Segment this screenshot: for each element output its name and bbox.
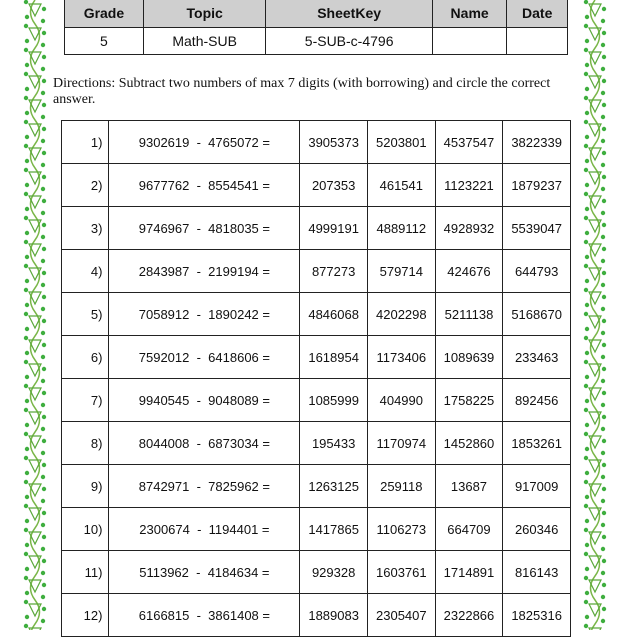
minus-operator: - xyxy=(188,564,208,580)
problem-number: 12) xyxy=(62,594,109,637)
problem-expression xyxy=(109,293,300,336)
subtrahend: 4818035 xyxy=(208,220,259,236)
minus-operator: - xyxy=(189,177,209,193)
minus-operator: - xyxy=(189,349,209,365)
answer-choice[interactable]: 1714891 xyxy=(435,551,503,594)
vine-pattern xyxy=(582,0,608,630)
minus-operator: - xyxy=(189,478,209,494)
equals-sign: = xyxy=(258,564,270,580)
answer-choice[interactable]: 816143 xyxy=(503,551,571,594)
answer-choice[interactable]: 877273 xyxy=(300,250,368,293)
answer-choice[interactable]: 917009 xyxy=(503,465,571,508)
minuend: 8044008 xyxy=(138,435,190,451)
problem-number: 7) xyxy=(62,379,109,422)
name-field[interactable] xyxy=(432,28,507,55)
minuend: 7592012 xyxy=(138,349,190,365)
problem-row xyxy=(62,594,571,637)
answer-choice[interactable]: 13687 xyxy=(435,465,503,508)
problem-row xyxy=(62,422,571,465)
minuend: 7058912 xyxy=(138,306,190,322)
minuend: 9746967 xyxy=(138,220,190,236)
answer-choice[interactable]: 1170974 xyxy=(367,422,435,465)
answer-choice[interactable]: 2305407 xyxy=(367,594,435,637)
answer-choice[interactable]: 5168670 xyxy=(503,293,571,336)
minuend: 9302619 xyxy=(138,134,190,150)
answer-choice[interactable]: 664709 xyxy=(435,508,503,551)
header-row xyxy=(65,0,568,28)
minus-operator: - xyxy=(189,392,209,408)
directions-text: Directions: Subtract two numbers of max 7 digits (with borrowing) and circle the correct answer. xyxy=(53,76,551,107)
answer-choice[interactable]: 1879237 xyxy=(503,164,571,207)
problem-expression xyxy=(109,379,300,422)
answer-choice[interactable]: 644793 xyxy=(503,250,571,293)
equals-sign: = xyxy=(258,435,271,451)
date-field[interactable] xyxy=(507,28,568,55)
answer-choice[interactable]: 404990 xyxy=(367,379,435,422)
answer-choice[interactable]: 1825316 xyxy=(503,594,571,637)
answer-choice[interactable]: 260346 xyxy=(503,508,571,551)
problem-number: 4) xyxy=(62,250,109,293)
topic-value: Math-SUB xyxy=(143,28,266,55)
answer-choice[interactable]: 579714 xyxy=(367,250,435,293)
answer-choice[interactable]: 233463 xyxy=(503,336,571,379)
answer-choice[interactable]: 1417865 xyxy=(300,508,368,551)
problem-expression xyxy=(109,465,300,508)
minus-operator: - xyxy=(189,435,209,451)
grade-value: 5 xyxy=(65,28,144,55)
answer-choice[interactable]: 424676 xyxy=(435,250,503,293)
problem-row xyxy=(62,379,571,422)
subtrahend: 6418606 xyxy=(208,349,259,365)
answer-choice[interactable]: 4537547 xyxy=(435,121,503,164)
equals-sign: = xyxy=(258,263,271,279)
minuend: 9677762 xyxy=(138,177,190,193)
answer-choice[interactable]: 4999191 xyxy=(300,207,368,250)
problem-row xyxy=(62,164,571,207)
minuend: 9940545 xyxy=(138,392,190,408)
vine-pattern xyxy=(22,0,48,630)
sheetkey-column-header: SheetKey xyxy=(266,0,432,28)
problem-row xyxy=(62,207,571,250)
equals-sign: = xyxy=(258,134,271,150)
answer-choice[interactable]: 1603761 xyxy=(367,551,435,594)
subtrahend: 1194401 xyxy=(208,521,259,537)
answer-choice[interactable]: 1853261 xyxy=(503,422,571,465)
problem-row xyxy=(62,293,571,336)
answer-choice[interactable]: 1889083 xyxy=(300,594,368,637)
answer-choice[interactable]: 4889112 xyxy=(367,207,435,250)
problem-row xyxy=(62,250,571,293)
problem-number: 11) xyxy=(62,551,109,594)
equals-sign: = xyxy=(258,478,271,494)
answer-choice[interactable]: 5211138 xyxy=(435,293,503,336)
problem-expression xyxy=(109,207,300,250)
problem-number: 1) xyxy=(62,121,109,164)
date-column-header: Date xyxy=(507,0,568,28)
equals-sign: = xyxy=(258,607,271,623)
minus-operator: - xyxy=(189,263,209,279)
subtrahend: 3861408 xyxy=(208,607,259,623)
name-column-header: Name xyxy=(432,0,507,28)
answer-choice[interactable]: 5203801 xyxy=(367,121,435,164)
minuend: 2843987 xyxy=(138,263,190,279)
problem-number: 6) xyxy=(62,336,109,379)
answer-choice[interactable]: 4202298 xyxy=(367,293,435,336)
minus-operator: - xyxy=(189,134,209,150)
equals-sign: = xyxy=(258,521,270,537)
topic-column-header: Topic xyxy=(143,0,266,28)
answer-choice[interactable]: 1263125 xyxy=(300,465,368,508)
answer-choice[interactable]: 1123221 xyxy=(435,164,503,207)
problem-number: 3) xyxy=(62,207,109,250)
answer-choice[interactable]: 929328 xyxy=(300,551,368,594)
problem-expression xyxy=(109,422,300,465)
answer-choice[interactable]: 1106273 xyxy=(367,508,435,551)
sheetkey-value: 5-SUB-c-4796 xyxy=(266,28,432,55)
subtrahend: 4765072 xyxy=(208,134,259,150)
header-values-row xyxy=(65,28,568,55)
worksheet-header-table xyxy=(64,0,568,55)
problem-expression xyxy=(109,551,300,594)
answer-choice[interactable]: 1452860 xyxy=(435,422,503,465)
minuend: 2300674 xyxy=(139,521,190,537)
answer-choice[interactable]: 892456 xyxy=(503,379,571,422)
answer-choice[interactable]: 1173406 xyxy=(367,336,435,379)
problem-row xyxy=(62,121,571,164)
problems-table xyxy=(61,120,571,637)
problem-expression xyxy=(109,121,300,164)
minus-operator: - xyxy=(189,607,209,623)
minuend: 5113962 xyxy=(139,564,189,580)
problem-expression xyxy=(109,594,300,637)
answer-choice[interactable]: 195433 xyxy=(300,422,368,465)
problem-expression xyxy=(109,508,300,551)
minuend: 6166815 xyxy=(138,607,190,623)
problem-number: 2) xyxy=(62,164,109,207)
minus-operator: - xyxy=(189,521,209,537)
problem-number: 9) xyxy=(62,465,109,508)
subtrahend: 8554541 xyxy=(208,177,259,193)
problem-number: 8) xyxy=(62,422,109,465)
right-decorative-border xyxy=(582,0,608,630)
problem-number: 5) xyxy=(62,293,109,336)
problem-expression xyxy=(109,164,300,207)
left-decorative-border xyxy=(22,0,48,630)
minus-operator: - xyxy=(189,220,209,236)
subtrahend: 7825962 xyxy=(208,478,259,494)
answer-choice[interactable]: 4928932 xyxy=(435,207,503,250)
answer-choice[interactable]: 4846068 xyxy=(300,293,368,336)
answer-choice[interactable]: 1758225 xyxy=(435,379,503,422)
grade-column-header: Grade xyxy=(65,0,144,28)
equals-sign: = xyxy=(258,349,271,365)
answer-choice[interactable]: 1089639 xyxy=(435,336,503,379)
subtrahend: 1890242 xyxy=(208,306,259,322)
subtrahend: 9048089 xyxy=(208,392,259,408)
answer-choice[interactable]: 1085999 xyxy=(300,379,368,422)
answer-choice[interactable]: 2322866 xyxy=(435,594,503,637)
problem-row xyxy=(62,336,571,379)
equals-sign: = xyxy=(258,220,271,236)
problem-row xyxy=(62,465,571,508)
subtrahend: 2199194 xyxy=(208,263,259,279)
problem-expression xyxy=(109,250,300,293)
problem-number: 10) xyxy=(62,508,109,551)
equals-sign: = xyxy=(258,392,271,408)
minuend: 8742971 xyxy=(138,478,190,494)
equals-sign: = xyxy=(258,177,271,193)
answer-choice[interactable]: 259118 xyxy=(367,465,435,508)
minus-operator: - xyxy=(189,306,209,322)
answer-choice[interactable]: 461541 xyxy=(367,164,435,207)
subtrahend: 4184634 xyxy=(207,564,259,580)
answer-choice[interactable]: 1618954 xyxy=(300,336,368,379)
equals-sign: = xyxy=(258,306,271,322)
answer-choice[interactable]: 5539047 xyxy=(503,207,571,250)
problem-row xyxy=(62,551,571,594)
problem-expression xyxy=(109,336,300,379)
answer-choice[interactable]: 3822339 xyxy=(503,121,571,164)
problem-row xyxy=(62,508,571,551)
answer-choice[interactable]: 207353 xyxy=(300,164,368,207)
answer-choice[interactable]: 3905373 xyxy=(300,121,368,164)
subtrahend: 6873034 xyxy=(208,435,259,451)
